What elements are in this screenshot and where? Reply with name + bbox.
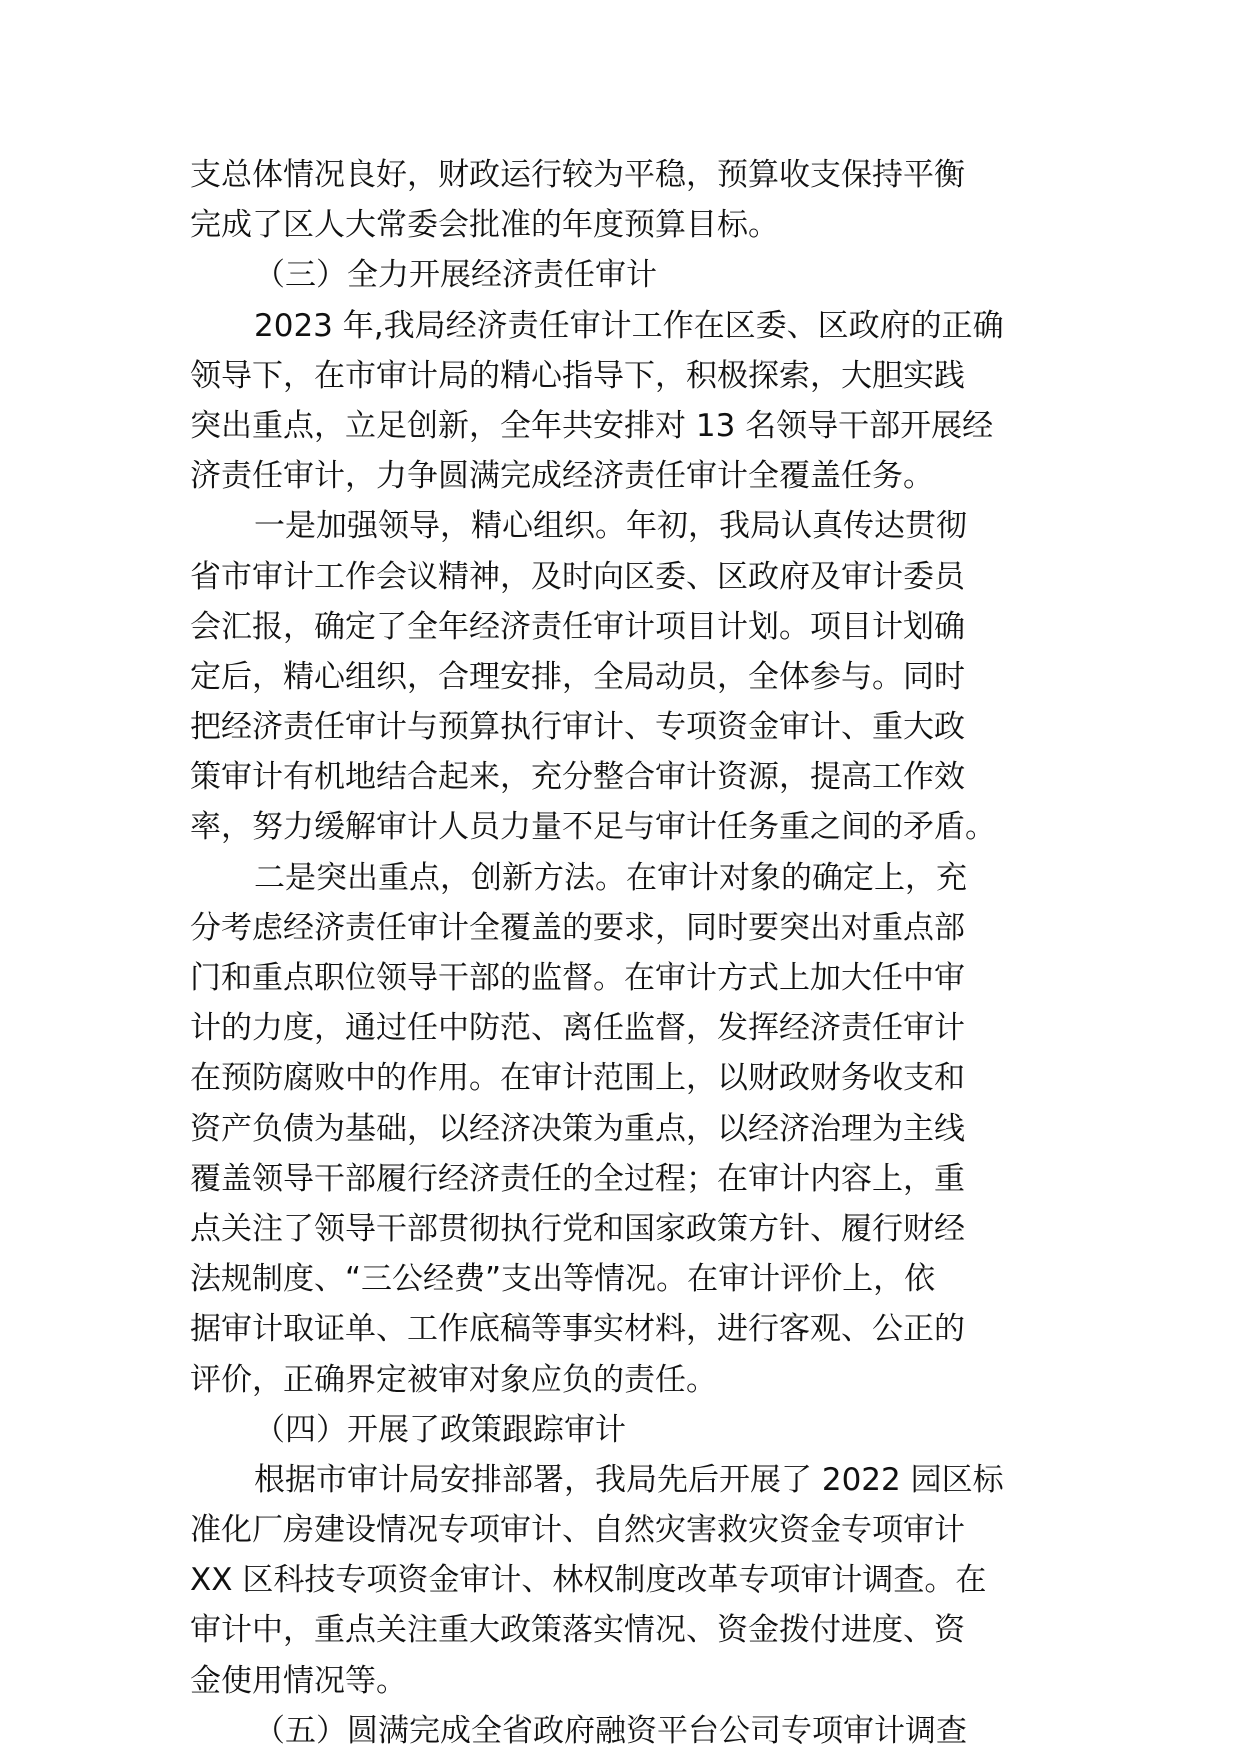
text-line: 门和重点职位领导干部的监督。在审计方式上加大任中审: [190, 960, 965, 996]
text-line: 点关注了领导干部贯彻执行党和国家政策方针、履行财经: [190, 1210, 965, 1247]
text-line: 资产负债为基础，以经济决策为重点，以经济治理为主线: [190, 1110, 965, 1147]
text-line: 率，努力缓解审计人员力量不足与审计任务重之间的矛盾。: [190, 809, 996, 846]
text-line: 金使用情况等。: [190, 1662, 407, 1699]
text-line: （五）圆满完成全省政府融资平台公司专项审计调查: [254, 1712, 967, 1749]
text-line: 二是突出重点，创新方法。在审计对象的确定上，充: [254, 859, 967, 896]
text-line: 准化厂房建设情况专项审计、自然灾害救灾资金专项审计: [190, 1512, 965, 1549]
text-line: 把经济责任审计与预算执行审计、专项资金审计、重大政: [190, 709, 965, 746]
text-line: 计的力度，通过任中防范、离任监督，发挥经济责任审计: [190, 1010, 965, 1047]
text-line: 根据市审计局安排部署，我局先后开展了 2022 园区标: [254, 1461, 1004, 1498]
text-line: 评价，正确界定被审对象应负的责任。: [190, 1361, 717, 1398]
text-line: 据审计取证单、工作底稿等事实材料，进行客观、公正的: [190, 1311, 965, 1348]
text-line: （三）全力开展经济责任审计: [254, 257, 657, 294]
text-line: 会汇报，确定了全年经济责任审计项目计划。项目计划确: [190, 608, 965, 645]
text-line: 支总体情况良好，财政运行较为平稳，预算收支保持平衡: [190, 157, 965, 193]
text-line: （四）开展了政策跟踪审计: [254, 1411, 626, 1448]
text-line: 定后，精心组织，合理安排，全局动员，全体参与。同时: [190, 658, 965, 695]
text-line: 完成了区人大常委会批准的年度预算目标。: [190, 207, 779, 244]
text-line: 济责任审计，力争圆满完成经济责任审计全覆盖任务。: [190, 458, 934, 495]
text-line: XX 区科技专项资金审计、林权制度改革专项审计调查。在: [190, 1562, 987, 1599]
text-line: 覆盖领导干部履行经济责任的全过程；在审计内容上，重: [190, 1160, 965, 1197]
text-line: 一是加强领导，精心组织。年初，我局认真传达贯彻: [254, 508, 967, 545]
text-line: 省市审计工作会议精神，及时向区委、区政府及审计委员: [190, 558, 965, 595]
text-line: 突出重点，立足创新，全年共安排对 13 名领导干部开展经: [190, 407, 994, 444]
text-line: 法规制度、“三公经费”支出等情况。在审计评价上，依: [190, 1261, 936, 1298]
text-line: 2023 年,我局经济责任审计工作在区委、区政府的正确: [254, 307, 1004, 344]
text-line: 分考虑经济责任审计全覆盖的要求，同时要突出对重点部: [190, 909, 965, 946]
text-line: 审计中，重点关注重大政策落实情况、资金拨付进度、资: [190, 1612, 965, 1649]
text-line: 领导下，在市审计局的精心指导下，积极探索，大胆实践: [190, 357, 965, 394]
text-line: 策审计有机地结合起来，充分整合审计资源，提高工作效: [190, 759, 965, 796]
text-line: 在预防腐败中的作用。在审计范围上，以财政财务收支和: [190, 1060, 965, 1097]
document-body: [190, 150, 1050, 1756]
